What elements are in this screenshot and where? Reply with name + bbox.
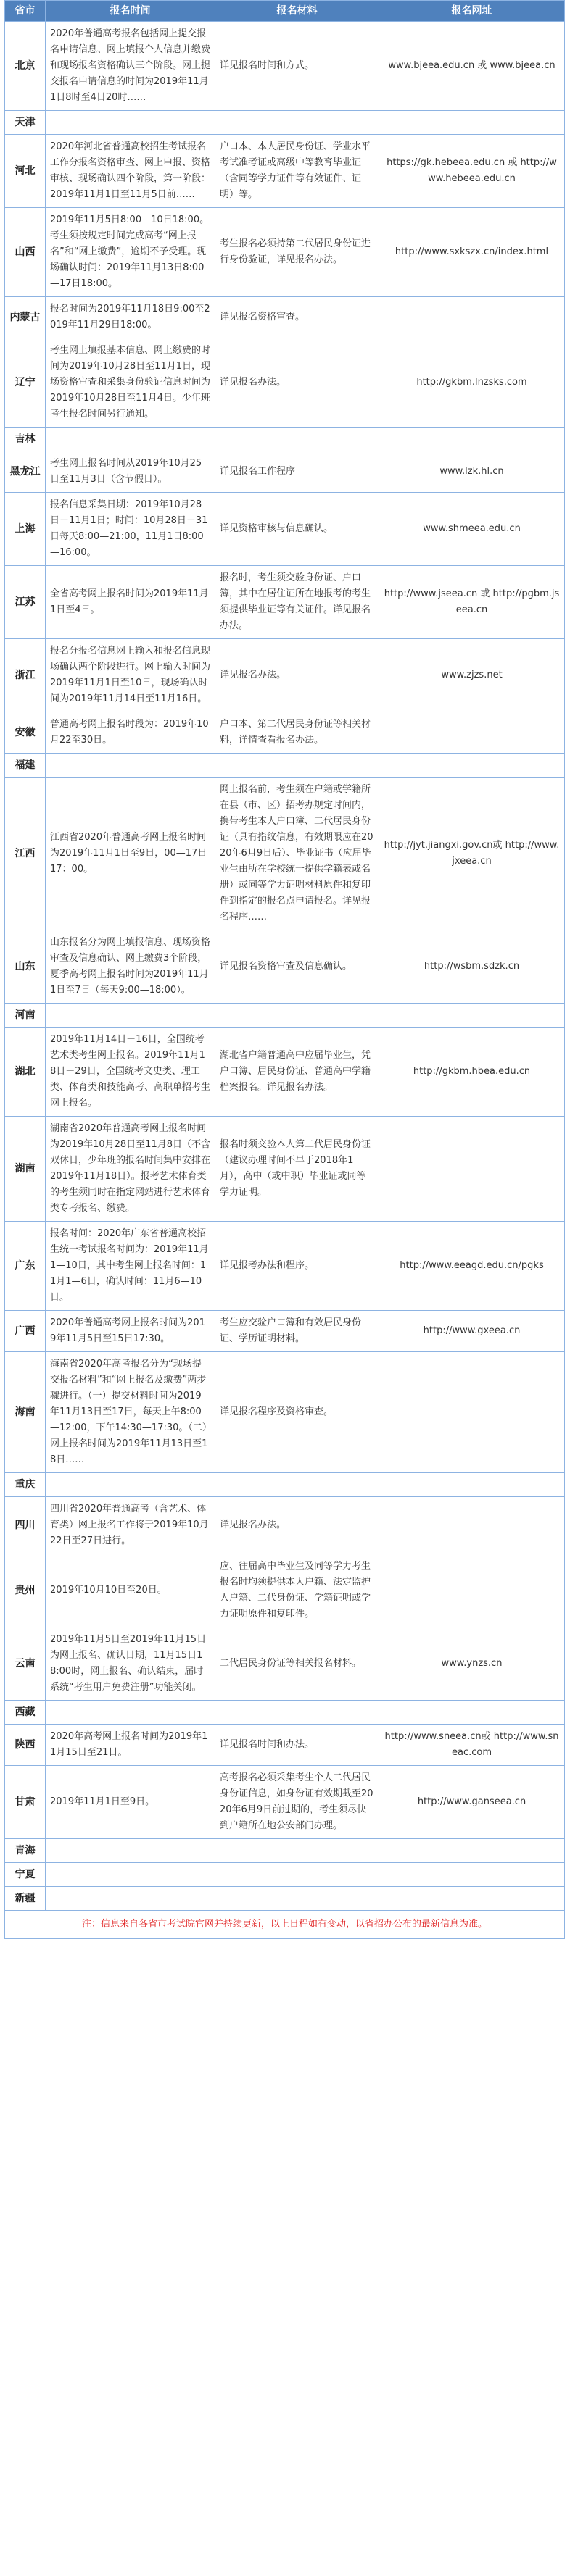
- materials-cell: 详见报名资格审查。: [215, 297, 379, 338]
- url-cell: [379, 712, 565, 754]
- time-cell: [46, 428, 215, 451]
- url-cell[interactable]: www.ynzs.cn: [379, 1627, 565, 1701]
- province-cell: 湖北: [5, 1028, 46, 1117]
- time-cell: 报名分报名信息网上输入和报名信息现场确认两个阶段进行。网上输入时间为2019年11月1日至10日，现场确认时间为2019年11月14日至11月16日。: [46, 639, 215, 712]
- materials-cell: 应、往届高中毕业生及同等学力考生报名时均须提供本人户籍、法定监护人户籍、二代身份证、学籍证明或学力证明原件和复印件。: [215, 1554, 379, 1627]
- url-cell: [379, 1839, 565, 1863]
- province-cell: 辽宁: [5, 338, 46, 428]
- time-cell: 2020年高考网上报名时间为2019年11月15日至21日。: [46, 1725, 215, 1766]
- materials-cell: [215, 1004, 379, 1028]
- time-cell: [46, 1701, 215, 1725]
- province-cell: 青海: [5, 1839, 46, 1863]
- time-cell: 山东报名分为网上填报信息、现场资格审查及信息确认、网上缴费3个阶段，夏季高考网上报名时间为2019年11月1日至7日（每天9:00—18:00）。: [46, 930, 215, 1004]
- url-cell: [379, 1497, 565, 1554]
- materials-cell: 网上报名前，考生须在户籍或学籍所在县（市、区）招考办规定时间内，携带考生本人户口簿、二代居民身份证（具有指纹信息，有效期限应在2020年6月9日后）、毕业证书（应届毕业生由所在学校统一提供学籍表或名册）或同等学力证明材料原件和复印件到指定的报名点申请报名。详见报名程序……: [215, 778, 379, 930]
- time-cell: 江西省2020年普通高考网上报名时间为2019年11月1日至9日，00—17日17：00。: [46, 778, 215, 930]
- time-cell: 2019年11月5日至2019年11月15日为网上报名、确认日期，11月15日18:00时，网上报名、确认结束，届时系统“考生用户免费注册”功能关闭。: [46, 1627, 215, 1701]
- table-row: [5, 1352, 565, 1473]
- url-cell[interactable]: http://www.ganseea.cn: [379, 1766, 565, 1839]
- time-cell: 湖南省2020年普通高考网上报名时间为2019年10月28日至11月8日（不含双休日，少年班的报名时间集中安排在2019年11月18日）。报考艺术体育类的考生须同时在指定网站进行艺术体育类专考报名、缴费。: [46, 1117, 215, 1222]
- url-cell: [379, 111, 565, 135]
- url-cell[interactable]: http://jyt.jiangxi.gov.cn或 http://www.jxeea.cn: [379, 778, 565, 930]
- province-cell: 广西: [5, 1311, 46, 1352]
- url-cell[interactable]: www.bjeea.edu.cn 或 www.bjeea.cn: [379, 22, 565, 111]
- time-cell: 2020年普通高考报名包括网上提交报名申请信息、网上填报个人信息并缴费和现场报名资格确认三个阶段。网上提交报名申请信息的时间为2019年11月1日8时至4日20时……: [46, 22, 215, 111]
- materials-cell: 详见报考办法和程序。: [215, 1222, 379, 1311]
- table-row: [5, 1222, 565, 1311]
- table-row: [5, 754, 565, 778]
- materials-cell: 详见报名办法。: [215, 338, 379, 428]
- time-cell: 2019年11月14日－16日，全国统考艺术类考生网上报名。2019年11月18日－29日，全国统考文史类、理工类、体育类和技能高考、高职单招考生网上报名。: [46, 1028, 215, 1117]
- materials-cell: 二代居民身份证等相关报名材料。: [215, 1627, 379, 1701]
- materials-cell: [215, 1839, 379, 1863]
- url-cell[interactable]: http://www.jseea.cn 或 http://pgbm.jseea.cn: [379, 566, 565, 639]
- materials-cell: [215, 1863, 379, 1887]
- url-cell[interactable]: http://gkbm.hbea.edu.cn: [379, 1028, 565, 1117]
- url-cell[interactable]: www.lzk.hl.cn: [379, 451, 565, 493]
- materials-cell: 详见报名时间和办法。: [215, 1725, 379, 1766]
- table-row: [5, 1497, 565, 1554]
- materials-cell: 详见报名办法。: [215, 639, 379, 712]
- province-cell: 福建: [5, 754, 46, 778]
- table-row: [5, 1473, 565, 1497]
- url-cell: [379, 1701, 565, 1725]
- province-cell: 河南: [5, 1004, 46, 1028]
- note-row: [5, 1911, 565, 1939]
- province-cell: 云南: [5, 1627, 46, 1701]
- table-row: [5, 1887, 565, 1911]
- url-cell: [379, 1554, 565, 1627]
- table-row: [5, 1839, 565, 1863]
- materials-cell: 户口本、本人居民身份证、学业水平考试准考证或高级中等教育毕业证（含同等学力证件等有效证件、证明）等。: [215, 135, 379, 208]
- table-row: [5, 1311, 565, 1352]
- url-cell: [379, 1887, 565, 1911]
- table-row: [5, 1701, 565, 1725]
- url-cell[interactable]: http://gkbm.lnzsks.com: [379, 338, 565, 428]
- materials-cell: [215, 754, 379, 778]
- url-cell[interactable]: www.shmeea.edu.cn: [379, 493, 565, 566]
- table-row: [5, 208, 565, 297]
- province-cell: 江苏: [5, 566, 46, 639]
- url-cell[interactable]: http://www.sxkszx.cn/index.html: [379, 208, 565, 297]
- materials-cell: 详见报名工作程序: [215, 451, 379, 493]
- materials-cell: 详见报名程序及资格审查。: [215, 1352, 379, 1473]
- time-cell: [46, 1473, 215, 1497]
- province-cell: 贵州: [5, 1554, 46, 1627]
- time-cell: 2020年河北省普通高校招生考试报名工作分报名资格审查、网上申报、资格审核、现场确认四个阶段，第一阶段：2019年11月1日至11月5日前……: [46, 135, 215, 208]
- province-cell: 黑龙江: [5, 451, 46, 493]
- materials-cell: [215, 1887, 379, 1911]
- province-cell: 宁夏: [5, 1863, 46, 1887]
- materials-cell: [215, 428, 379, 451]
- materials-cell: 详见资格审核与信息确认。: [215, 493, 379, 566]
- table-row: [5, 493, 565, 566]
- province-cell: 上海: [5, 493, 46, 566]
- table-header-row: [5, 1, 565, 22]
- province-cell: 西藏: [5, 1701, 46, 1725]
- exam-registration-table-wrap: [4, 0, 564, 1939]
- materials-cell: [215, 1701, 379, 1725]
- table-row: [5, 338, 565, 428]
- time-cell: 报名时间为2019年11月18日9:00至2019年11月29日18:00。: [46, 297, 215, 338]
- table-row: [5, 1004, 565, 1028]
- table-row: [5, 135, 565, 208]
- materials-cell: 湖北省户籍普通高中应届毕业生，凭户口簿、居民身份证、普通高中学籍档案报名。详见报名办法。: [215, 1028, 379, 1117]
- table-row: [5, 1554, 565, 1627]
- url-cell[interactable]: http://www.sneea.cn或 http://www.sneac.com: [379, 1725, 565, 1766]
- url-cell[interactable]: http://www.gxeea.cn: [379, 1311, 565, 1352]
- url-cell: [379, 1117, 565, 1222]
- url-cell[interactable]: https://gk.hebeea.edu.cn 或 http://www.hebeea.edu.cn: [379, 135, 565, 208]
- table-row: [5, 111, 565, 135]
- province-cell: 新疆: [5, 1887, 46, 1911]
- table-row: [5, 1627, 565, 1701]
- materials-cell: 户口本、第二代居民身份证等相关材料，详情查看报名办法。: [215, 712, 379, 754]
- header-url: 报名网址: [379, 1, 565, 22]
- time-cell: [46, 754, 215, 778]
- province-cell: 北京: [5, 22, 46, 111]
- time-cell: 考生网上报名时间从2019年10月25日至11月3日（含节假日）。: [46, 451, 215, 493]
- table-body: [5, 22, 565, 1911]
- time-cell: [46, 1839, 215, 1863]
- province-cell: 内蒙古: [5, 297, 46, 338]
- source-note: 注：信息来自各省市考试院官网并持续更新，以上日程如有变动，以省招办公布的最新信息为准。: [5, 1911, 565, 1939]
- table-row: [5, 930, 565, 1004]
- header-time: 报名时间: [46, 1, 215, 22]
- time-cell: [46, 1004, 215, 1028]
- url-cell: [379, 754, 565, 778]
- materials-cell: 考生应交验户口簿和有效居民身份证、学历证明材料。: [215, 1311, 379, 1352]
- table-row: [5, 1766, 565, 1839]
- url-cell: [379, 1473, 565, 1497]
- time-cell: 2019年11月1日至9日。: [46, 1766, 215, 1839]
- time-cell: 全省高考网上报名时间为2019年11月1日至4日。: [46, 566, 215, 639]
- province-cell: 湖南: [5, 1117, 46, 1222]
- header-province: 省市: [5, 1, 46, 22]
- time-cell: 2019年10月10日至20日。: [46, 1554, 215, 1627]
- table-row: [5, 712, 565, 754]
- table-row: [5, 1028, 565, 1117]
- time-cell: [46, 1887, 215, 1911]
- table-row: [5, 639, 565, 712]
- time-cell: [46, 111, 215, 135]
- url-cell[interactable]: http://wsbm.sdzk.cn: [379, 930, 565, 1004]
- materials-cell: 考生报名必须持第二代居民身份证进行身份验证，详见报名办法。: [215, 208, 379, 297]
- table-row: [5, 451, 565, 493]
- table-row: [5, 778, 565, 930]
- materials-cell: [215, 1473, 379, 1497]
- time-cell: 考生网上填报基本信息、网上缴费的时间为2019年10月28日至11月1日，现场资格审查和采集身份验证信息时间为2019年10月28日至11月4日。少年班考生报名时间另行通知。: [46, 338, 215, 428]
- province-cell: 山西: [5, 208, 46, 297]
- table-row: [5, 566, 565, 639]
- url-cell[interactable]: www.zjzs.net: [379, 639, 565, 712]
- province-cell: 浙江: [5, 639, 46, 712]
- province-cell: 江西: [5, 778, 46, 930]
- time-cell: 普通高考网上报名时段为：2019年10月22至30日。: [46, 712, 215, 754]
- province-cell: 海南: [5, 1352, 46, 1473]
- materials-cell: 详见报名办法。: [215, 1497, 379, 1554]
- time-cell: 四川省2020年普通高考（含艺术、体育类）网上报名工作将于2019年10月22日至27日进行。: [46, 1497, 215, 1554]
- time-cell: 报名信息采集日期：2019年10月28日－11月1日；时间：10月28日－31日每天8:00—21:00，11月1日8:00—16:00。: [46, 493, 215, 566]
- materials-cell: 报名时，考生须交验身份证、户口簿，其中在居住证所在地报考的考生须提供毕业证等有关证件。详见报名办法。: [215, 566, 379, 639]
- time-cell: 海南省2020年高考报名分为“现场提交报名材料”和“网上报名及缴费”两步骤进行。（一）提交材料时间为2019年11月13日至17日，每天上午8:00—12:00，下午14:30—17:30。（二）网上报名时间为2019年11月13日至18日……: [46, 1352, 215, 1473]
- table-row: [5, 1863, 565, 1887]
- table-row: [5, 428, 565, 451]
- registration-table: [4, 0, 565, 1939]
- materials-cell: 详见报名时间和方式。: [215, 22, 379, 111]
- province-cell: 天津: [5, 111, 46, 135]
- url-cell: [379, 1352, 565, 1473]
- province-cell: 安徽: [5, 712, 46, 754]
- table-row: [5, 1725, 565, 1766]
- time-cell: [46, 1863, 215, 1887]
- materials-cell: 详见报名资格审查及信息确认。: [215, 930, 379, 1004]
- url-cell[interactable]: http://www.eeagd.edu.cn/pgks: [379, 1222, 565, 1311]
- time-cell: 2019年11月5日8:00—10日18:00。考生须按规定时间完成高考“网上报名”和“网上缴费”，逾期不予受理。现场确认时间：2019年11月13日8:00—17日18:00。: [46, 208, 215, 297]
- table-row: [5, 1117, 565, 1222]
- province-cell: 陕西: [5, 1725, 46, 1766]
- materials-cell: [215, 111, 379, 135]
- materials-cell: 高考报名必须采集考生个人二代居民身份证信息，如身份证有效期截至2020年6月9日前过期的，考生须尽快到户籍所在地公安部门办理。: [215, 1766, 379, 1839]
- province-cell: 甘肃: [5, 1766, 46, 1839]
- province-cell: 吉林: [5, 428, 46, 451]
- time-cell: 2020年普通高考网上报名时间为2019年11月5日至15日17:30。: [46, 1311, 215, 1352]
- time-cell: 报名时间：2020年广东省普通高校招生统一考试报名时间为：2019年11月1—10日，其中考生网上报名时间：11月1—6日，确认时间：11月6—10日。: [46, 1222, 215, 1311]
- url-cell: [379, 297, 565, 338]
- province-cell: 四川: [5, 1497, 46, 1554]
- province-cell: 重庆: [5, 1473, 46, 1497]
- table-row: [5, 297, 565, 338]
- province-cell: 山东: [5, 930, 46, 1004]
- header-materials: 报名材料: [215, 1, 379, 22]
- url-cell: [379, 428, 565, 451]
- table-row: [5, 22, 565, 111]
- url-cell: [379, 1004, 565, 1028]
- province-cell: 广东: [5, 1222, 46, 1311]
- url-cell: [379, 1863, 565, 1887]
- materials-cell: 报名时须交验本人第二代居民身份证（建议办理时间不早于2018年1月），高中（或中职）毕业证或同等学力证明。: [215, 1117, 379, 1222]
- province-cell: 河北: [5, 135, 46, 208]
